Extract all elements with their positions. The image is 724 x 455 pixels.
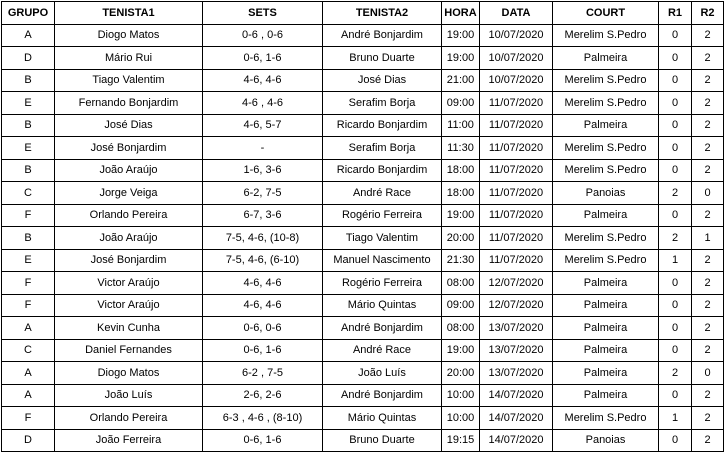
- cell-hora[interactable]: 21:00: [442, 69, 480, 92]
- cell-tenista1[interactable]: Diogo Matos: [55, 362, 203, 385]
- cell-grupo[interactable]: C: [2, 182, 55, 205]
- cell-r2[interactable]: 2: [692, 47, 724, 70]
- cell-tenista1[interactable]: Mário Rui: [55, 47, 203, 70]
- cell-grupo[interactable]: B: [2, 227, 55, 250]
- cell-tenista1[interactable]: Kevin Cunha: [55, 317, 203, 340]
- cell-court[interactable]: Palmeira: [553, 272, 659, 295]
- table-row: [2, 362, 724, 385]
- cell-hora[interactable]: 19:15: [442, 429, 480, 452]
- cell-hora[interactable]: 18:00: [442, 182, 480, 205]
- cell-data[interactable]: 11/07/2020: [480, 249, 553, 272]
- cell-sets[interactable]: 0-6 , 0-6: [203, 24, 323, 47]
- cell-data[interactable]: 11/07/2020: [480, 159, 553, 182]
- cell-court[interactable]: Palmeira: [553, 294, 659, 317]
- cell-r1[interactable]: 0: [659, 92, 692, 115]
- cell-r1[interactable]: 2: [659, 227, 692, 250]
- cell-r1[interactable]: 0: [659, 384, 692, 407]
- cell-data[interactable]: 14/07/2020: [480, 384, 553, 407]
- cell-tenista1[interactable]: João Luís: [55, 384, 203, 407]
- cell-r1[interactable]: 0: [659, 114, 692, 137]
- cell-sets[interactable]: 4-6 , 4-6: [203, 92, 323, 115]
- cell-court[interactable]: Merelim S.Pedro: [553, 249, 659, 272]
- cell-tenista1[interactable]: João Araújo: [55, 159, 203, 182]
- cell-court[interactable]: Palmeira: [553, 339, 659, 362]
- cell-sets[interactable]: 4-6, 4-6: [203, 294, 323, 317]
- cell-sets[interactable]: 6-2, 7-5: [203, 182, 323, 205]
- header-court[interactable]: COURT: [553, 2, 659, 25]
- cell-hora[interactable]: 19:00: [442, 47, 480, 70]
- cell-hora[interactable]: 21:30: [442, 249, 480, 272]
- cell-sets[interactable]: 2-6, 2-6: [203, 384, 323, 407]
- cell-tenista1[interactable]: Daniel Fernandes: [55, 339, 203, 362]
- header-data[interactable]: DATA: [480, 2, 553, 25]
- cell-grupo[interactable]: B: [2, 159, 55, 182]
- cell-grupo[interactable]: D: [2, 47, 55, 70]
- cell-r2[interactable]: 0: [692, 182, 724, 205]
- table-row: [2, 429, 724, 452]
- cell-tenista1[interactable]: Diogo Matos: [55, 24, 203, 47]
- table-row: [2, 407, 724, 430]
- cell-court[interactable]: Palmeira: [553, 47, 659, 70]
- cell-hora[interactable]: 08:00: [442, 272, 480, 295]
- cell-hora[interactable]: 19:00: [442, 204, 480, 227]
- table-row: [2, 227, 724, 250]
- cell-r2[interactable]: 2: [692, 204, 724, 227]
- cell-tenista1[interactable]: Victor Araújo: [55, 294, 203, 317]
- cell-court[interactable]: Merelim S.Pedro: [553, 137, 659, 160]
- cell-r1[interactable]: 0: [659, 47, 692, 70]
- cell-r2[interactable]: 1: [692, 227, 724, 250]
- cell-r1[interactable]: 1: [659, 249, 692, 272]
- cell-court[interactable]: Palmeira: [553, 114, 659, 137]
- cell-sets[interactable]: 0-6, 0-6: [203, 317, 323, 340]
- cell-sets[interactable]: 7-5, 4-6, (6-10): [203, 249, 323, 272]
- cell-sets[interactable]: 4-6, 5-7: [203, 114, 323, 137]
- table-row: [2, 24, 724, 47]
- table-row: [2, 69, 724, 92]
- cell-data[interactable]: 11/07/2020: [480, 182, 553, 205]
- cell-tenista2[interactable]: Mário Quintas: [323, 407, 442, 430]
- cell-hora[interactable]: 18:00: [442, 159, 480, 182]
- cell-hora[interactable]: 20:00: [442, 362, 480, 385]
- table-row: [2, 339, 724, 362]
- cell-data[interactable]: 11/07/2020: [480, 204, 553, 227]
- cell-r2[interactable]: 2: [692, 384, 724, 407]
- cell-court[interactable]: Merelim S.Pedro: [553, 92, 659, 115]
- cell-data[interactable]: 10/07/2020: [480, 24, 553, 47]
- cell-tenista2[interactable]: Bruno Duarte: [323, 47, 442, 70]
- cell-tenista2[interactable]: Ricardo Bonjardim: [323, 114, 442, 137]
- table-row: [2, 204, 724, 227]
- table-row: [2, 137, 724, 160]
- cell-tenista1[interactable]: Orlando Pereira: [55, 204, 203, 227]
- cell-tenista2[interactable]: Ricardo Bonjardim: [323, 159, 442, 182]
- cell-r2[interactable]: 2: [692, 407, 724, 430]
- cell-sets[interactable]: 6-2 , 7-5: [203, 362, 323, 385]
- cell-r2[interactable]: 2: [692, 24, 724, 47]
- table-row: [2, 249, 724, 272]
- cell-court[interactable]: Panoias: [553, 429, 659, 452]
- cell-r1[interactable]: 0: [659, 137, 692, 160]
- cell-grupo[interactable]: C: [2, 339, 55, 362]
- cell-sets[interactable]: 0-6, 1-6: [203, 339, 323, 362]
- cell-sets[interactable]: 4-6, 4-6: [203, 272, 323, 295]
- cell-grupo[interactable]: A: [2, 24, 55, 47]
- cell-data[interactable]: 13/07/2020: [480, 317, 553, 340]
- cell-r2[interactable]: 2: [692, 159, 724, 182]
- cell-sets[interactable]: 0-6, 1-6: [203, 47, 323, 70]
- cell-grupo[interactable]: F: [2, 294, 55, 317]
- cell-tenista2[interactable]: André Bonjardim: [323, 384, 442, 407]
- cell-r1[interactable]: 0: [659, 159, 692, 182]
- header-tenista2[interactable]: TENISTA2: [323, 2, 442, 25]
- cell-hora[interactable]: 11:30: [442, 137, 480, 160]
- cell-hora[interactable]: 09:00: [442, 294, 480, 317]
- cell-r1[interactable]: 2: [659, 182, 692, 205]
- cell-grupo[interactable]: F: [2, 272, 55, 295]
- cell-grupo[interactable]: D: [2, 429, 55, 452]
- cell-grupo[interactable]: F: [2, 407, 55, 430]
- results-table: [1, 1, 724, 452]
- cell-tenista2[interactable]: Rogério Ferreira: [323, 204, 442, 227]
- header-grupo[interactable]: GRUPO: [2, 2, 55, 25]
- cell-sets[interactable]: 1-6, 3-6: [203, 159, 323, 182]
- cell-court[interactable]: Merelim S.Pedro: [553, 159, 659, 182]
- cell-r2[interactable]: 0: [692, 362, 724, 385]
- cell-sets[interactable]: 7-5, 4-6, (10-8): [203, 227, 323, 250]
- cell-data[interactable]: 12/07/2020: [480, 272, 553, 295]
- cell-tenista2[interactable]: Tiago Valentim: [323, 227, 442, 250]
- cell-tenista2[interactable]: José Dias: [323, 69, 442, 92]
- cell-tenista2[interactable]: André Bonjardim: [323, 317, 442, 340]
- table-row: [2, 182, 724, 205]
- cell-hora[interactable]: 19:00: [442, 339, 480, 362]
- cell-data[interactable]: 11/07/2020: [480, 92, 553, 115]
- table-body: [2, 24, 724, 452]
- table-row: [2, 47, 724, 70]
- cell-tenista2[interactable]: André Race: [323, 182, 442, 205]
- table-row: [2, 294, 724, 317]
- header-hora[interactable]: HORA: [442, 2, 480, 25]
- cell-court[interactable]: Panoias: [553, 182, 659, 205]
- table-row: [2, 272, 724, 295]
- cell-grupo[interactable]: B: [2, 114, 55, 137]
- cell-r1[interactable]: 0: [659, 339, 692, 362]
- cell-sets[interactable]: 6-3 , 4-6 , (8-10): [203, 407, 323, 430]
- header-tenista1[interactable]: TENISTA1: [55, 2, 203, 25]
- cell-r1[interactable]: 2: [659, 362, 692, 385]
- cell-tenista2[interactable]: João Luís: [323, 362, 442, 385]
- cell-tenista1[interactable]: José Dias: [55, 114, 203, 137]
- cell-r2[interactable]: 2: [692, 294, 724, 317]
- cell-tenista2[interactable]: André Race: [323, 339, 442, 362]
- cell-data[interactable]: 10/07/2020: [480, 47, 553, 70]
- cell-r1[interactable]: 1: [659, 407, 692, 430]
- table-row: [2, 159, 724, 182]
- cell-tenista1[interactable]: João Araújo: [55, 227, 203, 250]
- cell-r2[interactable]: 2: [692, 92, 724, 115]
- cell-hora[interactable]: 09:00: [442, 92, 480, 115]
- cell-r1[interactable]: 0: [659, 294, 692, 317]
- cell-data[interactable]: 11/07/2020: [480, 137, 553, 160]
- cell-court[interactable]: Merelim S.Pedro: [553, 407, 659, 430]
- header-r2[interactable]: R2: [692, 2, 724, 25]
- cell-hora[interactable]: 19:00: [442, 24, 480, 47]
- cell-court[interactable]: Palmeira: [553, 204, 659, 227]
- header-row: [2, 2, 724, 25]
- cell-grupo[interactable]: E: [2, 137, 55, 160]
- cell-hora[interactable]: 20:00: [442, 227, 480, 250]
- cell-r1[interactable]: 0: [659, 204, 692, 227]
- cell-court[interactable]: Palmeira: [553, 362, 659, 385]
- cell-hora[interactable]: 10:00: [442, 384, 480, 407]
- cell-tenista2[interactable]: Manuel Nascimento: [323, 249, 442, 272]
- cell-tenista2[interactable]: Rogério Ferreira: [323, 272, 442, 295]
- cell-r1[interactable]: 0: [659, 429, 692, 452]
- cell-data[interactable]: 10/07/2020: [480, 69, 553, 92]
- cell-grupo[interactable]: A: [2, 362, 55, 385]
- cell-court[interactable]: Palmeira: [553, 384, 659, 407]
- table-row: [2, 384, 724, 407]
- cell-data[interactable]: 13/07/2020: [480, 362, 553, 385]
- cell-tenista2[interactable]: Serafim Borja: [323, 92, 442, 115]
- cell-tenista1[interactable]: Jorge Veiga: [55, 182, 203, 205]
- cell-grupo[interactable]: F: [2, 204, 55, 227]
- table-row: [2, 317, 724, 340]
- cell-tenista1[interactable]: José Bonjardim: [55, 137, 203, 160]
- cell-sets[interactable]: 0-6, 1-6: [203, 429, 323, 452]
- cell-r1[interactable]: 0: [659, 24, 692, 47]
- cell-grupo[interactable]: A: [2, 384, 55, 407]
- cell-tenista1[interactable]: Fernando Bonjardim: [55, 92, 203, 115]
- cell-r2[interactable]: 2: [692, 137, 724, 160]
- cell-tenista1[interactable]: Victor Araújo: [55, 272, 203, 295]
- cell-data[interactable]: 12/07/2020: [480, 294, 553, 317]
- cell-r2[interactable]: 2: [692, 429, 724, 452]
- cell-data[interactable]: 11/07/2020: [480, 114, 553, 137]
- cell-data[interactable]: 14/07/2020: [480, 429, 553, 452]
- table-row: [2, 92, 724, 115]
- cell-tenista1[interactable]: José Bonjardim: [55, 249, 203, 272]
- cell-tenista1[interactable]: Tiago Valentim: [55, 69, 203, 92]
- cell-tenista1[interactable]: João Ferreira: [55, 429, 203, 452]
- cell-hora[interactable]: 11:00: [442, 114, 480, 137]
- cell-r2[interactable]: 2: [692, 317, 724, 340]
- cell-r1[interactable]: 0: [659, 69, 692, 92]
- cell-tenista2[interactable]: Mário Quintas: [323, 294, 442, 317]
- cell-data[interactable]: 11/07/2020: [480, 227, 553, 250]
- cell-hora[interactable]: 10:00: [442, 407, 480, 430]
- cell-r2[interactable]: 2: [692, 69, 724, 92]
- cell-tenista1[interactable]: Orlando Pereira: [55, 407, 203, 430]
- cell-sets[interactable]: 6-7, 3-6: [203, 204, 323, 227]
- cell-tenista2[interactable]: Bruno Duarte: [323, 429, 442, 452]
- cell-tenista2[interactable]: Serafim Borja: [323, 137, 442, 160]
- cell-data[interactable]: 14/07/2020: [480, 407, 553, 430]
- cell-grupo[interactable]: E: [2, 249, 55, 272]
- cell-r2[interactable]: 2: [692, 339, 724, 362]
- cell-grupo[interactable]: A: [2, 317, 55, 340]
- cell-grupo[interactable]: B: [2, 69, 55, 92]
- table-row: [2, 114, 724, 137]
- cell-hora[interactable]: 08:00: [442, 317, 480, 340]
- cell-r2[interactable]: 2: [692, 114, 724, 137]
- cell-data[interactable]: 13/07/2020: [480, 339, 553, 362]
- cell-court[interactable]: Merelim S.Pedro: [553, 24, 659, 47]
- cell-r2[interactable]: 2: [692, 272, 724, 295]
- cell-court[interactable]: Merelim S.Pedro: [553, 69, 659, 92]
- cell-grupo[interactable]: E: [2, 92, 55, 115]
- header-r1[interactable]: R1: [659, 2, 692, 25]
- cell-r2[interactable]: 2: [692, 249, 724, 272]
- cell-sets[interactable]: -: [203, 137, 323, 160]
- cell-court[interactable]: Merelim S.Pedro: [553, 227, 659, 250]
- cell-r1[interactable]: 0: [659, 272, 692, 295]
- header-sets[interactable]: SETS: [203, 2, 323, 25]
- cell-sets[interactable]: 4-6, 4-6: [203, 69, 323, 92]
- cell-court[interactable]: Palmeira: [553, 317, 659, 340]
- cell-r1[interactable]: 0: [659, 317, 692, 340]
- cell-tenista2[interactable]: André Bonjardim: [323, 24, 442, 47]
